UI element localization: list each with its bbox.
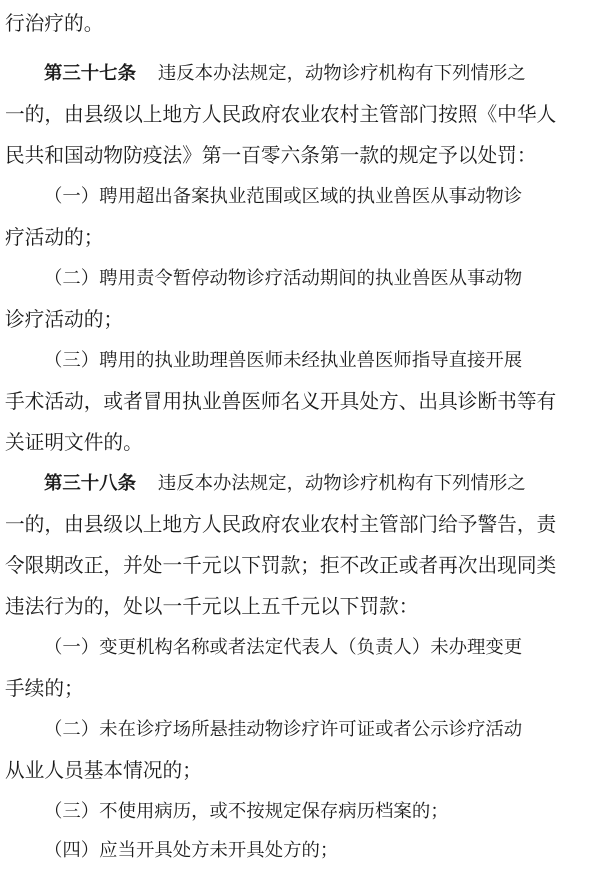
text-line — [5, 548, 600, 584]
article-number: 第三十七条 — [44, 63, 136, 84]
text-line — [5, 97, 600, 133]
text-line — [5, 507, 600, 543]
text-line — [5, 671, 600, 707]
line-text: 违法行为的，处以一千元以上五千元以下罚款： — [5, 595, 419, 618]
line-text: （三）聘用的执业助理兽医师未经执业兽医师指导直接开展 — [44, 350, 523, 371]
text-line — [5, 302, 600, 338]
line-text: 疗活动的； — [5, 226, 104, 249]
line-text: 手续的； — [5, 677, 84, 700]
list-item — [44, 179, 600, 215]
article-38-heading — [44, 466, 600, 502]
line-text: 一的，由县级以上地方人民政府农业农村主管部门给予警告，责 — [5, 513, 557, 536]
line-text: 从业人员基本情况的； — [5, 759, 202, 782]
list-item — [44, 833, 600, 869]
line-text: 手术活动，或者冒用执业兽医师名义开具处方、出具诊断书等有 — [5, 390, 557, 413]
list-item — [44, 712, 600, 748]
text-line — [5, 425, 600, 461]
list-item — [44, 794, 600, 830]
article-37-heading — [44, 56, 600, 92]
line-text: （三）不使用病历，或不按规定保存病历档案的； — [44, 801, 449, 822]
line-text: 关证明文件的。 — [5, 431, 143, 454]
line-text: （一）聘用超出备案执业范围或区域的执业兽医从事动物诊 — [44, 186, 523, 207]
list-item — [44, 343, 600, 379]
article-number: 第三十八条 — [44, 473, 136, 494]
text-line — [5, 753, 600, 789]
line-text: 违反本办法规定，动物诊疗机构有下列情形之 — [157, 63, 526, 84]
line-text: 违反本办法规定，动物诊疗机构有下列情形之 — [157, 473, 526, 494]
line-text: 行治疗的。 — [5, 12, 104, 35]
line-text: 一的，由县级以上地方人民政府农业农村主管部门按照《中华人 — [5, 103, 557, 126]
text-line — [5, 589, 600, 625]
line-text: （二）未在诊疗场所悬挂动物诊疗许可证或者公示诊疗活动 — [44, 719, 523, 740]
list-item — [44, 261, 600, 297]
list-item — [44, 630, 600, 666]
line-text: （四）应当开具处方未开具处方的； — [44, 840, 339, 861]
text-line — [5, 138, 600, 174]
line-text: 民共和国动物防疫法》第一百零六条第一款的规定予以处罚： — [5, 144, 537, 167]
line-text: （一）变更机构名称或者法定代表人（负责人）未办理变更 — [44, 637, 523, 658]
text-line — [5, 6, 600, 42]
line-text: 诊疗活动的； — [5, 308, 124, 331]
line-text: （二）聘用责令暂停动物诊疗活动期间的执业兽医从事动物 — [44, 268, 523, 289]
text-line — [5, 384, 600, 420]
text-line — [5, 220, 600, 256]
line-text: 令限期改正，并处一千元以下罚款；拒不改正或者再次出现同类 — [5, 554, 557, 577]
